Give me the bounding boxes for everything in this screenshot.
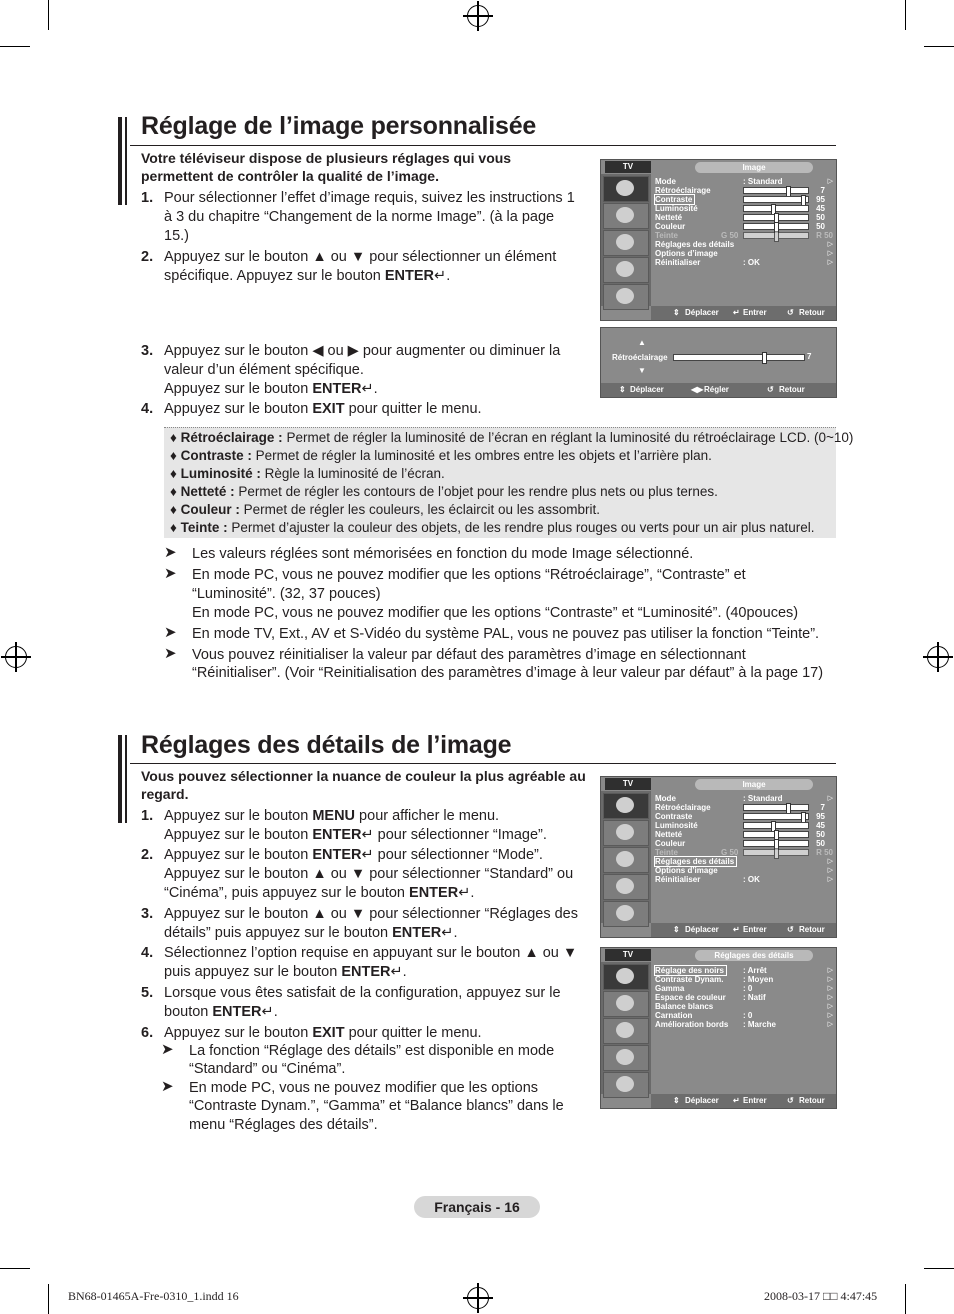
step-number: 2. [141, 249, 154, 265]
menu-source-label: TV [605, 949, 651, 961]
footer-label: Déplacer [630, 385, 664, 394]
sound-icon [603, 203, 649, 229]
step-text [164, 944, 589, 982]
menu-item: Rétroéclairage [655, 186, 711, 195]
crop-mark [905, 0, 906, 30]
note-text: menu “Réglages des détails”. [189, 1117, 378, 1133]
level-bar [743, 840, 809, 847]
menu-value: : Natif [743, 993, 766, 1002]
return-icon: ↺ [787, 1096, 794, 1105]
slider-label: Rétroéclairage [612, 353, 668, 362]
step-text-part: . [402, 964, 407, 980]
menu-value: : OK [743, 258, 760, 267]
enter-icon: ↵ [361, 381, 374, 397]
step-text-part: détails” puis appuyez sur le bouton [164, 925, 393, 941]
enter-icon: ↵ [441, 925, 454, 941]
step-number: 3. [141, 343, 154, 359]
menu-footer [651, 306, 836, 320]
note-text: Vous pouvez réinitialiser la valeur par défaut des paramètres d’image en sélectionnant [192, 647, 746, 663]
definition-term: ♦ Netteté : [170, 484, 235, 499]
note-arrow-icon: ➤ [164, 645, 177, 662]
picture-icon [603, 176, 649, 202]
footer-label: Entrer [743, 308, 767, 317]
step-text [164, 342, 576, 399]
menu-item: Gamma [655, 984, 685, 993]
tint-g: G 50 [721, 848, 739, 857]
menu-item: Espace de couleur [655, 993, 726, 1002]
menu-item: Réinitialiser [655, 258, 701, 267]
step-text-part: . [446, 268, 451, 284]
menu-item: Luminosité [655, 821, 698, 830]
sound-icon [603, 991, 649, 1017]
step-number: 3. [141, 906, 154, 922]
menu-item: Couleur [655, 839, 686, 848]
step-text [164, 807, 589, 845]
footer-label: Déplacer [685, 308, 719, 317]
note-arrow-icon: ➤ [164, 624, 177, 641]
tint-g: G 50 [721, 231, 739, 240]
arrow-right-icon: ▷ [827, 858, 833, 865]
title-accent [118, 117, 122, 205]
step-text-part: Sélectionnez l’option requise en appuyant sur le bouton ▲ ou ▼ [164, 945, 578, 961]
menu-item: Mode [655, 177, 676, 186]
enter-key: ENTER [212, 1004, 262, 1020]
menu-item: Rétroéclairage [655, 803, 711, 812]
step-text-part: Appuyez sur le bouton ◀ ou ▶ pour augmenter ou diminuer la valeur d’un élément spécifique. [164, 343, 561, 378]
menu-item: Réglages des détails [655, 857, 735, 866]
menu-number: 50 [816, 213, 825, 222]
file-slug: BN68-01465A-Fre-0310_1.indd 16 [68, 1289, 239, 1303]
definitions-box [164, 427, 854, 538]
definition-text: Permet d’ajuster la couleur des objets, de les rendre plus rouges ou verts pour un air plus naturel. [227, 520, 815, 535]
setup-icon [603, 257, 649, 283]
image-menu-screenshot [600, 776, 837, 938]
setup-icon [603, 1045, 649, 1071]
step-number: 6. [141, 1025, 154, 1041]
level-bar [743, 831, 809, 838]
step-text: Pour sélectionner l’effet d’image requis, suivez les instructions 1 à 3 du chapitre “Changement de la norme Image”. (à la page 15.) [164, 190, 575, 244]
step-text-part: Appuyez sur le bouton ▲ ou ▼ pour sélectionner “Réglages des [164, 906, 579, 922]
menu-value: : Standard [743, 177, 783, 186]
move-icon: ⇕ [673, 308, 680, 317]
footer-label: Entrer [743, 1096, 767, 1105]
step-text-part: pour quitter le menu. [344, 1025, 482, 1041]
menu-value: : Arrêt [743, 966, 767, 975]
menu-value: : OK [743, 875, 760, 884]
slider-footer [601, 383, 836, 397]
step-text-part: . [453, 925, 458, 941]
channel-icon [603, 230, 649, 256]
enter-icon: ↵ [733, 925, 740, 934]
tint-bar [743, 849, 809, 856]
image-menu-screenshot [600, 159, 837, 321]
crop-mark [924, 1268, 954, 1269]
menu-value: : Moyen [743, 975, 774, 984]
arrow-right-icon: ▷ [827, 967, 833, 974]
section-title: Réglage de l’image personnalisée [141, 112, 537, 140]
level-bar [743, 813, 809, 820]
definition [170, 501, 600, 519]
enter-key: ENTER [384, 268, 435, 284]
step-number: 2. [141, 847, 154, 863]
menu-number: 95 [816, 195, 825, 204]
move-icon: ⇕ [619, 385, 626, 394]
menu-header: Image [695, 779, 813, 790]
arrow-right-icon: ▷ [827, 1021, 833, 1028]
move-icon: ⇕ [673, 1096, 680, 1105]
note-text: “Réinitialiser”. (Voir “Reinitialisation des paramètres d’image à leur valeur par défaut” à la page 17) [192, 665, 824, 681]
note-arrow-icon: ➤ [161, 1078, 174, 1095]
menu-item: Netteté [655, 830, 683, 839]
footer-label: Retour [779, 385, 805, 394]
menu-number: 95 [816, 812, 825, 821]
arrow-right-icon: ▷ [827, 994, 833, 1001]
menu-item: Réglage des noirs [655, 966, 724, 975]
section-title: Réglages des détails de l’image [141, 731, 512, 759]
menu-item: Mode [655, 794, 676, 803]
arrow-right-icon: ▷ [827, 976, 833, 983]
menu-number: 45 [816, 821, 825, 830]
menu-header: Image [695, 162, 813, 173]
definition-term: ♦ Luminosité : [170, 466, 261, 481]
menu-item: Luminosité [655, 204, 698, 213]
crop-mark [924, 46, 954, 47]
section-intro: Vous pouvez sélectionner la nuance de couleur la plus agréable au regard. [141, 768, 586, 802]
crop-mark [48, 1284, 49, 1314]
footer-label: Retour [799, 308, 825, 317]
registration-mark-icon [927, 646, 949, 668]
tint-r: R 50 [816, 848, 833, 857]
definition-term: ♦ Teinte : [170, 520, 228, 535]
step-number: 5. [141, 985, 154, 1001]
footer-label: Déplacer [685, 1096, 719, 1105]
definition-term: ♦ Couleur : [170, 502, 240, 517]
step-text-part: Lorsque vous êtes satisfait de la configuration, appuyez sur le [164, 985, 561, 1001]
step-text-part: pour sélectionner “Image”. [373, 827, 547, 843]
down-arrow-icon: ▼ [638, 366, 646, 375]
definition [170, 483, 718, 501]
registration-mark-icon [467, 1287, 489, 1309]
step-text-part: puis appuyez sur le bouton [164, 964, 342, 980]
menu-item: Netteté [655, 213, 683, 222]
menu-number: 7 [820, 186, 825, 195]
menu-icon-column [601, 962, 651, 1094]
step-number: 1. [141, 808, 154, 824]
enter-key: ENTER [312, 381, 362, 397]
title-accent [125, 735, 127, 823]
footer-label: Entrer [743, 925, 767, 934]
step-text [164, 905, 589, 943]
menu-value: : Marche [743, 1020, 776, 1029]
enter-icon: ↵ [261, 1004, 274, 1020]
note-text: “Luminosité”. (32, 37 pouces) [192, 586, 381, 602]
definition [170, 429, 853, 447]
definition-term: ♦ Rétroéclairage : [170, 430, 283, 445]
level-bar [743, 196, 809, 203]
up-arrow-icon: ▲ [638, 338, 646, 347]
exit-key: EXIT [312, 401, 345, 417]
step-text-part: Appuyez sur le bouton ▲ ou ▼ pour sélectionner un élément spécifique. Appuyez sur le bouton [164, 249, 557, 284]
menu-source-label: TV [605, 778, 651, 790]
definition-text: Règle la luminosité de l’écran. [260, 466, 445, 481]
menu-item: Contraste [655, 812, 693, 821]
enter-key: ENTER [312, 847, 362, 863]
definition-term: ♦ Contraste : [170, 448, 252, 463]
arrow-right-icon: ▷ [827, 259, 833, 266]
definition-text: Permet de régler la luminosité et les ombres entre les objets et l’arrière plan. [251, 448, 712, 463]
note-text: La fonction “Réglage des détails” est disponible en mode [189, 1043, 555, 1059]
return-icon: ↺ [767, 385, 774, 394]
details-menu-screenshot [600, 947, 837, 1109]
step-text-part: Appuyez sur le bouton [164, 847, 313, 863]
menu-body [653, 962, 833, 1094]
step-text [164, 248, 576, 286]
title-rule [130, 763, 836, 764]
level-bar [743, 187, 809, 194]
arrow-right-icon: ▷ [827, 241, 833, 248]
step-text-part: . [373, 381, 378, 397]
adjust-icon: ◀▶ [691, 385, 704, 394]
step-text-part: . [470, 885, 475, 901]
menu-item: Balance blancs [655, 1002, 714, 1011]
section-intro: Votre téléviseur dispose de plusieurs réglages qui vous permettent de contrôler la qualité de l’image. [141, 150, 512, 184]
step-text-part: pour sélectionner “Mode”. [373, 847, 543, 863]
step-text [164, 984, 589, 1022]
title-rule [130, 145, 836, 146]
step-text [164, 1024, 589, 1043]
level-bar [743, 205, 809, 212]
menu-item: Amélioration bords [655, 1020, 729, 1029]
enter-icon: ↵ [390, 964, 403, 980]
step-text-part: pour quitter le menu. [344, 401, 482, 417]
menu-key: MENU [312, 808, 356, 824]
channel-icon [603, 847, 649, 873]
enter-icon: ↵ [361, 827, 374, 843]
menu-item: Carnation [655, 1011, 693, 1020]
menu-footer [651, 1094, 836, 1108]
step-text [164, 846, 589, 903]
registration-mark-icon [5, 646, 27, 668]
step-text-part: Appuyez sur le bouton [164, 1025, 313, 1041]
note-arrow-icon: ➤ [164, 544, 177, 561]
enter-key: ENTER [312, 827, 362, 843]
menu-item: Couleur [655, 222, 686, 231]
title-accent [118, 735, 122, 823]
note-arrow-icon: ➤ [164, 565, 177, 582]
level-bar [743, 804, 809, 811]
registration-mark-icon [467, 5, 489, 27]
note-text: En mode TV, Ext., AV et S-Vidéo du système PAL, vous ne pouvez pas utiliser la fonction “Teinte”. [192, 626, 820, 642]
definition [170, 519, 814, 537]
step-number: 4. [141, 945, 154, 961]
menu-number: 7 [820, 803, 825, 812]
crop-mark [0, 1268, 30, 1269]
menu-value: : 0 [743, 984, 753, 993]
enter-icon: ↵ [733, 1096, 740, 1105]
definition [170, 465, 445, 483]
arrow-right-icon: ▷ [827, 1003, 833, 1010]
enter-icon: ↵ [458, 885, 471, 901]
definition-text: Permet de régler la luminosité de l’écran en réglant la luminosité du rétroéclairage LCD. (0~10) [282, 430, 854, 445]
exit-key: EXIT [312, 1025, 345, 1041]
definition [170, 447, 712, 465]
slider-track [673, 354, 805, 361]
step-text-part: Appuyez sur le bouton [164, 827, 313, 843]
enter-icon: ↵ [434, 268, 447, 284]
slider-thumb [762, 352, 767, 364]
menu-item-dim: Teinte [655, 231, 678, 240]
menu-icon-column [601, 791, 651, 923]
footer-label: Retour [799, 925, 825, 934]
step-number: 1. [141, 190, 154, 206]
definition-text: Permet de régler les contours de l’objet pour les rendre plus nets ou plus ternes. [234, 484, 718, 499]
slider-value: 7 [807, 352, 812, 361]
arrow-right-icon: ▷ [827, 795, 833, 802]
menu-header: Réglages des détails [695, 950, 813, 961]
footer-label: Déplacer [685, 925, 719, 934]
menu-item: Réglages des détails [655, 240, 735, 249]
step-text-part: Appuyez sur le bouton [164, 808, 313, 824]
step-text-part: Appuyez sur le bouton ▲ ou ▼ pour sélectionner “Standard” ou [164, 866, 574, 882]
menu-value: : 0 [743, 1011, 753, 1020]
footer-label: Retour [799, 1096, 825, 1105]
enter-key: ENTER [409, 885, 459, 901]
level-bar [743, 223, 809, 230]
channel-icon [603, 1018, 649, 1044]
arrow-right-icon: ▷ [827, 867, 833, 874]
step-number: 4. [141, 401, 154, 417]
enter-key: ENTER [392, 925, 442, 941]
menu-value: : Standard [743, 794, 783, 803]
title-accent [125, 117, 127, 205]
arrow-right-icon: ▷ [827, 1012, 833, 1019]
level-bar [743, 822, 809, 829]
slider-screenshot [600, 327, 837, 398]
note-text: En mode PC, vous ne pouvez modifier que les options “Contraste” et “Luminosité”. (40pouces) [192, 605, 799, 621]
menu-item: Options d’image [655, 249, 718, 258]
enter-key: ENTER [341, 964, 391, 980]
menu-item: Contraste Dynam. [655, 975, 724, 984]
setup-icon [603, 874, 649, 900]
tint-bar [743, 232, 809, 239]
return-icon: ↺ [787, 925, 794, 934]
footer-label: Régler [704, 385, 729, 394]
enter-icon: ↵ [361, 847, 374, 863]
input-icon [603, 1072, 649, 1098]
step-text-part: . [273, 1004, 278, 1020]
step-text [164, 400, 576, 419]
menu-number: 45 [816, 204, 825, 213]
definition-text: Permet de régler les couleurs, les éclaircit ou les assombrit. [239, 502, 601, 517]
step-text-part: Appuyez sur le bouton [164, 401, 313, 417]
menu-item: Options d’image [655, 866, 718, 875]
page-number-badge: Français - 16 [414, 1196, 540, 1218]
crop-mark [0, 46, 30, 47]
menu-number: 50 [816, 839, 825, 848]
date-slug: 2008-03-17 □□ 4:47:45 [764, 1289, 878, 1303]
menu-item-dim: Teinte [655, 848, 678, 857]
menu-item: Réinitialiser [655, 875, 701, 884]
input-icon [603, 901, 649, 927]
move-icon: ⇕ [673, 925, 680, 934]
arrow-right-icon: ▷ [827, 250, 833, 257]
arrow-right-icon: ▷ [827, 985, 833, 992]
note-text: “Standard” ou “Cinéma”. [189, 1061, 346, 1077]
note-text: En mode PC, vous ne pouvez modifier que les options “Rétroéclairage”, “Contraste” et [192, 567, 746, 583]
menu-source-label: TV [605, 161, 651, 173]
enter-icon: ↵ [733, 308, 740, 317]
menu-item: Contraste [655, 195, 693, 204]
menu-number: 50 [816, 222, 825, 231]
arrow-right-icon: ▷ [827, 178, 833, 185]
picture-icon [603, 964, 649, 990]
menu-body [653, 791, 833, 923]
menu-footer [651, 923, 836, 937]
tint-r: R 50 [816, 231, 833, 240]
note-text: Les valeurs réglées sont mémorisées en fonction du mode Image sélectionné. [192, 546, 694, 562]
menu-icon-column [601, 174, 651, 306]
step-text-part: bouton [164, 1004, 213, 1020]
menu-body [653, 174, 833, 306]
level-bar [743, 214, 809, 221]
crop-mark [48, 0, 49, 30]
note-arrow-icon: ➤ [161, 1041, 174, 1058]
input-icon [603, 284, 649, 310]
note-text: En mode PC, vous ne pouvez modifier que les options [189, 1080, 539, 1096]
menu-number: 50 [816, 830, 825, 839]
note-text: “Contraste Dynam.”, “Gamma” et “Balance blancs” dans le [189, 1098, 564, 1114]
step-text-part: Appuyez sur le bouton [164, 381, 313, 397]
sound-icon [603, 820, 649, 846]
step-text-part: “Cinéma”, puis appuyez sur le bouton [164, 885, 410, 901]
return-icon: ↺ [787, 308, 794, 317]
step-text-part: pour afficher le menu. [355, 808, 500, 824]
arrow-right-icon: ▷ [827, 876, 833, 883]
crop-mark [905, 1284, 906, 1314]
picture-icon [603, 793, 649, 819]
